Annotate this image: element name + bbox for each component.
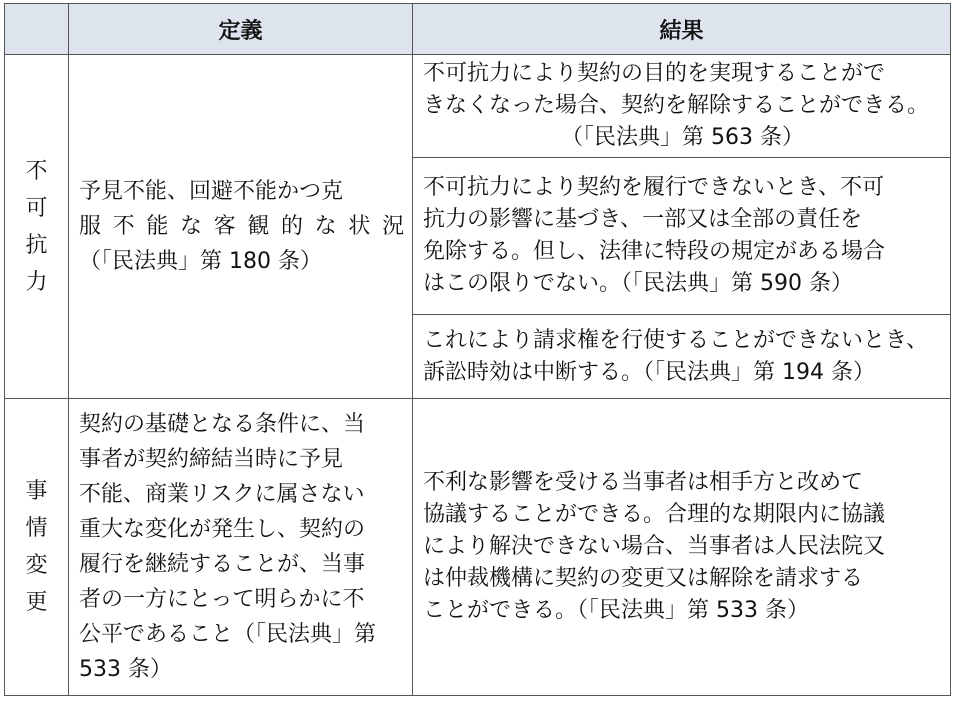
result-line: 訴訟時効は中断する。（「民法典」第 194 条）: [423, 359, 875, 385]
definition-line: 履行を継続することが、当事: [79, 552, 366, 577]
definition-line: 服不能な客観的な状況: [79, 214, 404, 239]
result-line: ことができる。（「民法典」第 533 条）: [423, 598, 809, 623]
result-line: これにより請求権を行使することができないとき、: [423, 327, 929, 353]
result-line: により解決できない場合、当事者は人民法院又: [423, 534, 886, 559]
definition-line: 不能、商業リスクに属さない: [79, 482, 365, 507]
header-result: 結果: [413, 4, 951, 55]
definition-line: 533 条）: [79, 657, 172, 682]
header-definition: 定義: [69, 4, 413, 55]
category-char: 力: [25, 269, 48, 295]
definition-line: 契約の基礎となる条件に、当: [79, 412, 366, 437]
category-char: 不: [25, 158, 48, 184]
definition-note: （「民法典」第 180 条）: [79, 249, 322, 274]
definition-line: 公平であること（「民法典」第: [79, 622, 377, 647]
category-char: 抗: [25, 232, 48, 258]
result-line: 不可抗力により契約の目的を実現することがで: [423, 61, 886, 86]
definition-line: 重大な変化が発生し、契約の: [79, 517, 366, 542]
result-note: （「民法典」第 563 条）: [561, 125, 804, 150]
definition-force-majeure: [69, 55, 413, 399]
category-char: 可: [25, 195, 48, 221]
result-line: 協議することができる。合理的な期限内に協議: [423, 502, 886, 527]
definition-change-of-circumstances: [69, 399, 413, 696]
table-row: [5, 399, 951, 696]
result-contract-termination: [413, 55, 951, 158]
result-line: 不利な影響を受ける当事者は相手方と改めて: [423, 470, 864, 495]
definition-line: 予見不能、回避不能かつ克: [79, 179, 344, 204]
header-row: [5, 4, 951, 55]
category-char: 事: [25, 479, 48, 504]
definition-line: 事者が契約締結当時に予見: [79, 447, 344, 472]
result-line: 不可抗力により契約を履行できないとき、不可: [423, 175, 885, 200]
header-category: [5, 4, 69, 55]
table-row: [5, 55, 951, 158]
category-char: 更: [25, 590, 48, 615]
result-line: きなくなった場合、契約を解除することができる。: [423, 93, 930, 118]
legal-comparison-table: [4, 3, 951, 696]
definition-line: 者の一方にとって明らかに不: [79, 587, 365, 612]
result-limitation-suspension: [413, 315, 951, 399]
result-liability-exemption: [413, 158, 951, 315]
category-change-of-circumstances: [5, 399, 69, 696]
result-renegotiation: [413, 399, 951, 696]
category-force-majeure: [5, 55, 69, 399]
category-char: 変: [25, 553, 48, 578]
result-line: はこの限りでない。（「民法典」第 590 条）: [423, 271, 853, 296]
result-line: 抗力の影響に基づき、一部又は全部の責任を: [423, 207, 863, 232]
result-line: 免除する。但し、法律に特段の規定がある場合: [423, 239, 886, 264]
result-line: は仲裁機構に契約の変更又は解除を請求する: [423, 566, 864, 591]
category-char: 情: [25, 516, 48, 541]
